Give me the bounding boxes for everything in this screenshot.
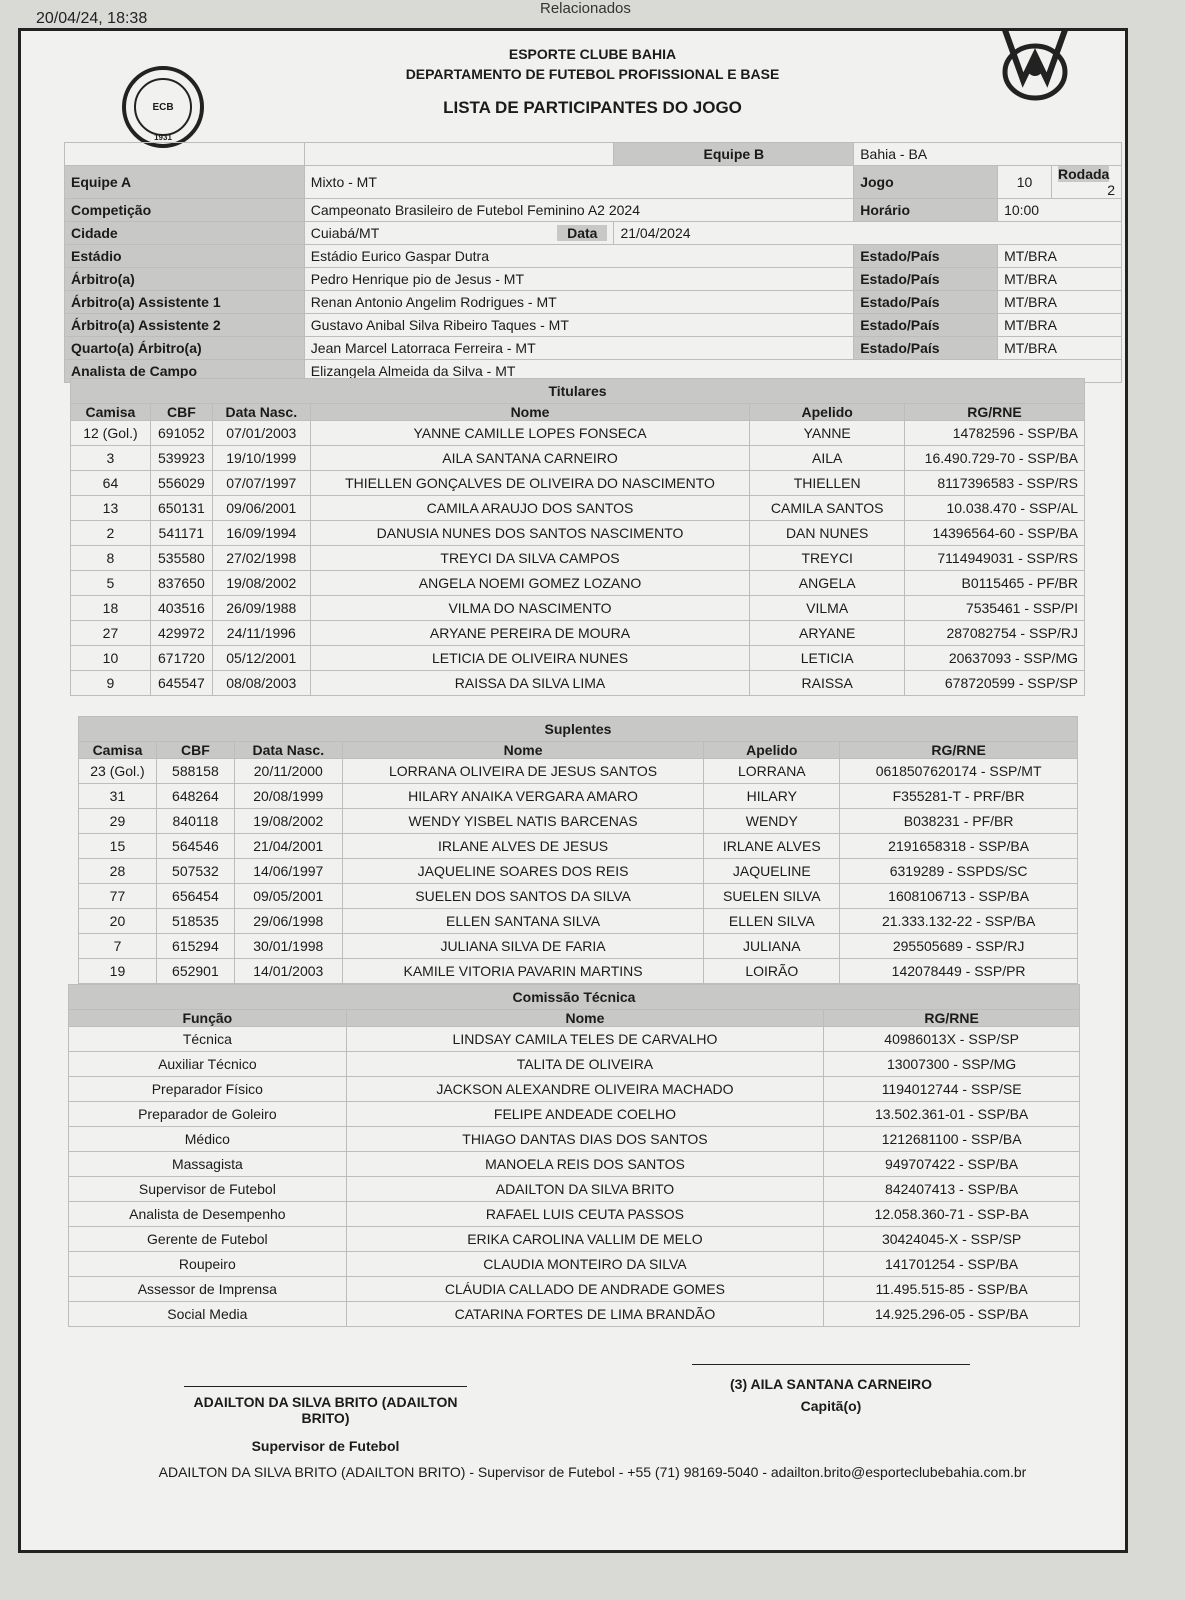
titulares-cell: 7114949031 - SSP/RS [905,546,1085,571]
suplentes-cell: 30/01/1998 [234,934,342,959]
table-row [69,1252,1080,1277]
titulares-cell: 12 (Gol.) [71,421,151,446]
right-signature-name: (3) AILA SANTANA CARNEIRO [730,1376,932,1392]
suplentes-cell: 20 [79,909,157,934]
info-row [65,291,1122,314]
titulares-column-header: RG/RNE [905,404,1085,421]
titulares-cell: 671720 [150,646,212,671]
table-row [69,1027,1080,1052]
equipe-b-value: Bahia - BA [854,143,1122,166]
titulares-cell: TREYCI DA SILVA CAMPOS [310,546,750,571]
titulares-cell: ANGELA NOEMI GOMEZ LOZANO [310,571,750,596]
titulares-cell: 26/09/1988 [212,596,310,621]
suplentes-cell: 295505689 - SSP/RJ [840,934,1078,959]
titulares-cell: RAISSA [750,671,905,696]
titulares-cell: THIELLEN GONÇALVES DE OLIVEIRA DO NASCIMENTO [310,471,750,496]
left-signature-line [184,1386,467,1387]
titulares-cell: 14782596 - SSP/BA [905,421,1085,446]
titulares-cell: YANNE CAMILLE LOPES FONSECA [310,421,750,446]
comissao-column-header: RG/RNE [824,1010,1080,1027]
cidade-label: Cidade [65,222,305,245]
titulares-cell: 5 [71,571,151,596]
suplentes-cell: 840118 [156,809,234,834]
right-signature-line [692,1364,970,1365]
suplentes-cell: 19/08/2002 [234,809,342,834]
table-row [69,1302,1080,1327]
titulares-cell: 678720599 - SSP/SP [905,671,1085,696]
comissao-cell: CATARINA FORTES DE LIMA BRANDÃO [346,1302,824,1327]
info-row-value: Estádio Eurico Gaspar Dutra [304,245,853,268]
suplentes-cell: 20/11/2000 [234,759,342,784]
suplentes-cell: JAQUELINE SOARES DOS REIS [342,859,704,884]
right-signature-role: Capitã(o) [800,1398,862,1414]
comissao-cell: Massagista [69,1152,347,1177]
suplentes-cell: 20/08/1999 [234,784,342,809]
comissao-cell: 30424045-X - SSP/SP [824,1227,1080,1252]
info-row-label: Estádio [65,245,305,268]
suplentes-column-header: RG/RNE [840,742,1078,759]
titulares-cell: 541171 [150,521,212,546]
suplentes-cell: 652901 [156,959,234,984]
equipe-b-label: Equipe B [614,143,854,166]
info-row [65,337,1122,360]
comissao-cell: 949707422 - SSP/BA [824,1152,1080,1177]
titulares-cell: DANUSIA NUNES DOS SANTOS NASCIMENTO [310,521,750,546]
table-row [71,496,1085,521]
table-row [79,759,1078,784]
horario-value: 10:00 [998,199,1122,222]
table-row [69,1277,1080,1302]
competicao-value: Campeonato Brasileiro de Futebol Feminino A2 2024 [304,199,853,222]
suplentes-cell: IRLANE ALVES [704,834,840,859]
suplentes-cell: LORRANA OLIVEIRA DE JESUS SANTOS [342,759,704,784]
suplentes-cell: JULIANA [704,934,840,959]
comissao-cell: CLÁUDIA CALLADO DE ANDRADE GOMES [346,1277,824,1302]
suplentes-cell: B038231 - PF/BR [840,809,1078,834]
titulares-cell: AILA SANTANA CARNEIRO [310,446,750,471]
suplentes-cell: 648264 [156,784,234,809]
suplentes-column-header: CBF [156,742,234,759]
suplentes-cell: ELLEN SILVA [704,909,840,934]
comissao-cell: 141701254 - SSP/BA [824,1252,1080,1277]
titulares-cell: 7535461 - SSP/PI [905,596,1085,621]
comissao-cell: Analista de Desempenho [69,1202,347,1227]
print-header-label: Relacionados [540,0,631,17]
titulares-cell: 539923 [150,446,212,471]
titulares-cell: 3 [71,446,151,471]
equipe-a-label: Equipe A [65,166,305,199]
estado-label: Estado/País [854,337,998,360]
left-signature-role: Supervisor de Futebol [251,1438,400,1454]
info-row-value: Renan Antonio Angelim Rodrigues - MT [304,291,853,314]
info-row [65,245,1122,268]
equipe-a-value: Mixto - MT [304,166,853,199]
suplentes-cell: LOIRÃO [704,959,840,984]
comissao-cell: ADAILTON DA SILVA BRITO [346,1177,824,1202]
comissao-cell: Auxiliar Técnico [69,1052,347,1077]
suplentes-cell: HILARY ANAIKA VERGARA AMARO [342,784,704,809]
suplentes-cell: 31 [79,784,157,809]
titulares-cell: 07/01/2003 [212,421,310,446]
estado-value: MT/BRA [998,268,1122,291]
comissao-cell: THIAGO DANTAS DIAS DOS SANTOS [346,1127,824,1152]
titulares-cell: 535580 [150,546,212,571]
suplentes-cell: LORRANA [704,759,840,784]
suplentes-cell: 6319289 - SSPDS/SC [840,859,1078,884]
cbf-logo-icon [995,20,1075,110]
suplentes-cell: 09/05/2001 [234,884,342,909]
table-row [79,934,1078,959]
table-row [79,859,1078,884]
table-row [69,1077,1080,1102]
suplentes-cell: F355281-T - PRF/BR [840,784,1078,809]
titulares-cell: CAMILA SANTOS [750,496,905,521]
comissao-cell: RAFAEL LUIS CEUTA PASSOS [346,1202,824,1227]
comissao-title: Comissão Técnica [69,985,1080,1010]
horario-label: Horário [854,199,998,222]
suplentes-cell: 21/04/2001 [234,834,342,859]
document-title: LISTA DE PARTICIPANTES DO JOGO [443,98,742,117]
comissao-cell: 842407413 - SSP/BA [824,1177,1080,1202]
crest-text: ECB [134,78,192,136]
suplentes-cell: IRLANE ALVES DE JESUS [342,834,704,859]
table-row [79,809,1078,834]
jogo-value: 10 [998,166,1052,199]
suplentes-column-header: Nome [342,742,704,759]
data-label: Data [557,225,607,241]
suplentes-column-header: Camisa [79,742,157,759]
info-row-label: Árbitro(a) [65,268,305,291]
table-row [69,1052,1080,1077]
table-row [79,834,1078,859]
titulares-cell: 2 [71,521,151,546]
titulares-cell: DAN NUNES [750,521,905,546]
comissao-cell: MANOELA REIS DOS SANTOS [346,1152,824,1177]
titulares-cell: 24/11/1996 [212,621,310,646]
titulares-cell: 08/08/2003 [212,671,310,696]
titulares-cell: 19/10/1999 [212,446,310,471]
comissao-cell: Médico [69,1127,347,1152]
comissao-cell: TALITA DE OLIVEIRA [346,1052,824,1077]
comissao-cell: ERIKA CAROLINA VALLIM DE MELO [346,1227,824,1252]
titulares-cell: 16/09/1994 [212,521,310,546]
table-row [69,1152,1080,1177]
titulares-cell: 429972 [150,621,212,646]
comissao-column-header: Função [69,1010,347,1027]
titulares-column-header: Nome [310,404,750,421]
suplentes-cell: 21.333.132-22 - SSP/BA [840,909,1078,934]
titulares-cell: 8 [71,546,151,571]
table-row [71,596,1085,621]
suplentes-cell: 19 [79,959,157,984]
suplentes-cell: 615294 [156,934,234,959]
comissao-cell: 13007300 - SSP/MG [824,1052,1080,1077]
comissao-cell: Supervisor de Futebol [69,1177,347,1202]
comissao-cell: Preparador Físico [69,1077,347,1102]
table-row [69,1177,1080,1202]
jogo-label: Jogo [854,166,998,199]
table-row [71,646,1085,671]
suplentes-cell: 15 [79,834,157,859]
titulares-cell: 10.038.470 - SSP/AL [905,496,1085,521]
titulares-cell: 287082754 - SSP/RJ [905,621,1085,646]
suplentes-cell: JAQUELINE [704,859,840,884]
suplentes-title: Suplentes [79,717,1078,742]
suplentes-cell: 7 [79,934,157,959]
titulares-cell: B0115465 - PF/BR [905,571,1085,596]
comissao-cell: Gerente de Futebol [69,1227,347,1252]
print-datetime: 20/04/24, 18:38 [36,10,148,27]
comissao-cell: 11.495.515-85 - SSP/BA [824,1277,1080,1302]
comissao-cell: 14.925.296-05 - SSP/BA [824,1302,1080,1327]
titulares-cell: 16.490.729-70 - SSP/BA [905,446,1085,471]
table-row [71,621,1085,646]
titulares-cell: YANNE [750,421,905,446]
club-name: ESPORTE CLUBE BAHIA [508,46,677,62]
suplentes-cell: HILARY [704,784,840,809]
cidade-value [304,222,614,245]
titulares-cell: 8117396583 - SSP/RS [905,471,1085,496]
titulares-cell: 19/08/2002 [212,571,310,596]
table-row [79,959,1078,984]
titulares-column-header: CBF [150,404,212,421]
data-value: 21/04/2024 [614,222,1122,245]
left-signature-name: ADAILTON DA SILVA BRITO (ADAILTON BRITO) [193,1394,458,1426]
titulares-cell: TREYCI [750,546,905,571]
info-row-value: Jean Marcel Latorraca Ferreira - MT [304,337,853,360]
suplentes-cell: WENDY YISBEL NATIS BARCENAS [342,809,704,834]
match-info-table [64,142,1122,383]
suplentes-cell: 0618507620174 - SSP/MT [840,759,1078,784]
titulares-cell: 27 [71,621,151,646]
info-row [65,268,1122,291]
rodada-value: 2 [1107,182,1115,198]
titulares-cell: 09/06/2001 [212,496,310,521]
suplentes-cell: JULIANA SILVA DE FARIA [342,934,704,959]
info-row-label: Árbitro(a) Assistente 2 [65,314,305,337]
suplentes-cell: 29/06/1998 [234,909,342,934]
titulares-cell: 403516 [150,596,212,621]
estado-value: MT/BRA [998,291,1122,314]
suplentes-cell: 507532 [156,859,234,884]
suplentes-cell: SUELEN SILVA [704,884,840,909]
comissao-cell: Social Media [69,1302,347,1327]
comissao-cell: CLAUDIA MONTEIRO DA SILVA [346,1252,824,1277]
titulares-cell: 05/12/2001 [212,646,310,671]
info-row-value: Pedro Henrique pio de Jesus - MT [304,268,853,291]
suplentes-column-header: Data Nasc. [234,742,342,759]
titulares-cell: 14396564-60 - SSP/BA [905,521,1085,546]
info-row-value: Gustavo Anibal Silva Ribeiro Taques - MT [304,314,853,337]
titulares-cell: VILMA [750,596,905,621]
table-row [71,671,1085,696]
comissao-cell: Preparador de Goleiro [69,1102,347,1127]
titulares-cell: 650131 [150,496,212,521]
suplentes-column-header: Apelido [704,742,840,759]
titulares-cell: LETICIA DE OLIVEIRA NUNES [310,646,750,671]
titulares-cell: 9 [71,671,151,696]
titulares-cell: 64 [71,471,151,496]
suplentes-table [78,716,1078,984]
titulares-column-header: Camisa [71,404,151,421]
info-row-label: Árbitro(a) Assistente 1 [65,291,305,314]
titulares-cell: AILA [750,446,905,471]
comissao-cell: 12.058.360-71 - SSP-BA [824,1202,1080,1227]
titulares-cell: ARYANE PEREIRA DE MOURA [310,621,750,646]
table-row [71,521,1085,546]
comissao-cell: JACKSON ALEXANDRE OLIVEIRA MACHADO [346,1077,824,1102]
titulares-cell: LETICIA [750,646,905,671]
crest-year: 1931 [154,133,172,142]
footer-contact: ADAILTON DA SILVA BRITO (ADAILTON BRITO) - Supervisor de Futebol - +55 (71) 98169-5040 - adailton.brito@esporteclubebahia.com.br [158,1464,1027,1480]
table-row [79,784,1078,809]
suplentes-cell: WENDY [704,809,840,834]
titulares-column-header: Apelido [750,404,905,421]
titulares-cell: 18 [71,596,151,621]
suplentes-cell: 656454 [156,884,234,909]
suplentes-cell: 14/01/2003 [234,959,342,984]
comissao-cell: LINDSAY CAMILA TELES DE CARVALHO [346,1027,824,1052]
suplentes-cell: 1608106713 - SSP/BA [840,884,1078,909]
table-row [79,884,1078,909]
suplentes-cell: 142078449 - SSP/PR [840,959,1078,984]
suplentes-cell: 28 [79,859,157,884]
titulares-cell: 20637093 - SSP/MG [905,646,1085,671]
table-row [71,471,1085,496]
suplentes-cell: 2191658318 - SSP/BA [840,834,1078,859]
comissao-cell: 1212681100 - SSP/BA [824,1127,1080,1152]
titulares-cell: RAISSA DA SILVA LIMA [310,671,750,696]
table-row [69,1202,1080,1227]
titulares-cell: CAMILA ARAUJO DOS SANTOS [310,496,750,521]
comissao-cell: 1194012744 - SSP/SE [824,1077,1080,1102]
table-row [71,446,1085,471]
table-row [69,1102,1080,1127]
table-row [71,421,1085,446]
suplentes-cell: SUELEN DOS SANTOS DA SILVA [342,884,704,909]
estado-value: MT/BRA [998,337,1122,360]
table-row [69,1227,1080,1252]
titulares-title: Titulares [71,379,1085,404]
suplentes-cell: 588158 [156,759,234,784]
table-row [71,571,1085,596]
titulares-cell: 27/02/1998 [212,546,310,571]
suplentes-cell: 77 [79,884,157,909]
titulares-cell: ARYANE [750,621,905,646]
suplentes-cell: 29 [79,809,157,834]
table-row [69,1127,1080,1152]
comissao-cell: 13.502.361-01 - SSP/BA [824,1102,1080,1127]
suplentes-cell: 23 (Gol.) [79,759,157,784]
rodada-cell [1051,166,1121,199]
info-row [65,314,1122,337]
comissao-cell: Roupeiro [69,1252,347,1277]
titulares-column-header: Data Nasc. [212,404,310,421]
titulares-cell: 13 [71,496,151,521]
estado-value: MT/BRA [998,314,1122,337]
titulares-cell: THIELLEN [750,471,905,496]
info-row-label: Quarto(a) Árbitro(a) [65,337,305,360]
estado-label: Estado/País [854,291,998,314]
titulares-cell: ANGELA [750,571,905,596]
estado-label: Estado/País [854,245,998,268]
comissao-cell: Assessor de Imprensa [69,1277,347,1302]
suplentes-cell: 14/06/1997 [234,859,342,884]
titulares-cell: 691052 [150,421,212,446]
titulares-cell: 556029 [150,471,212,496]
suplentes-cell: ELLEN SANTANA SILVA [342,909,704,934]
comissao-cell: Técnica [69,1027,347,1052]
department-name: DEPARTAMENTO DE FUTEBOL PROFISSIONAL E BASE [405,66,780,82]
suplentes-cell: KAMILE VITORIA PAVARIN MARTINS [342,959,704,984]
titulares-table [70,378,1085,696]
titulares-cell: VILMA DO NASCIMENTO [310,596,750,621]
estado-label: Estado/País [854,314,998,337]
cidade-text: Cuiabá/MT [310,225,380,241]
comissao-cell: 40986013X - SSP/SP [824,1027,1080,1052]
titulares-cell: 645547 [150,671,212,696]
estado-label: Estado/País [854,268,998,291]
comissao-cell: FELIPE ANDEADE COELHO [346,1102,824,1127]
comissao-column-header: Nome [346,1010,824,1027]
comissao-table [68,984,1080,1327]
estado-value: MT/BRA [998,245,1122,268]
suplentes-cell: 564546 [156,834,234,859]
titulares-cell: 10 [71,646,151,671]
table-row [71,546,1085,571]
titulares-cell: 07/07/1997 [212,471,310,496]
analista-value: Elizangela Almeida da Silva - MT [304,360,1121,383]
titulares-cell: 837650 [150,571,212,596]
competicao-label: Competição [65,199,305,222]
rodada-label: Rodada [1057,166,1110,182]
table-row [79,909,1078,934]
suplentes-cell: 518535 [156,909,234,934]
analista-label: Analista de Campo [65,360,305,383]
